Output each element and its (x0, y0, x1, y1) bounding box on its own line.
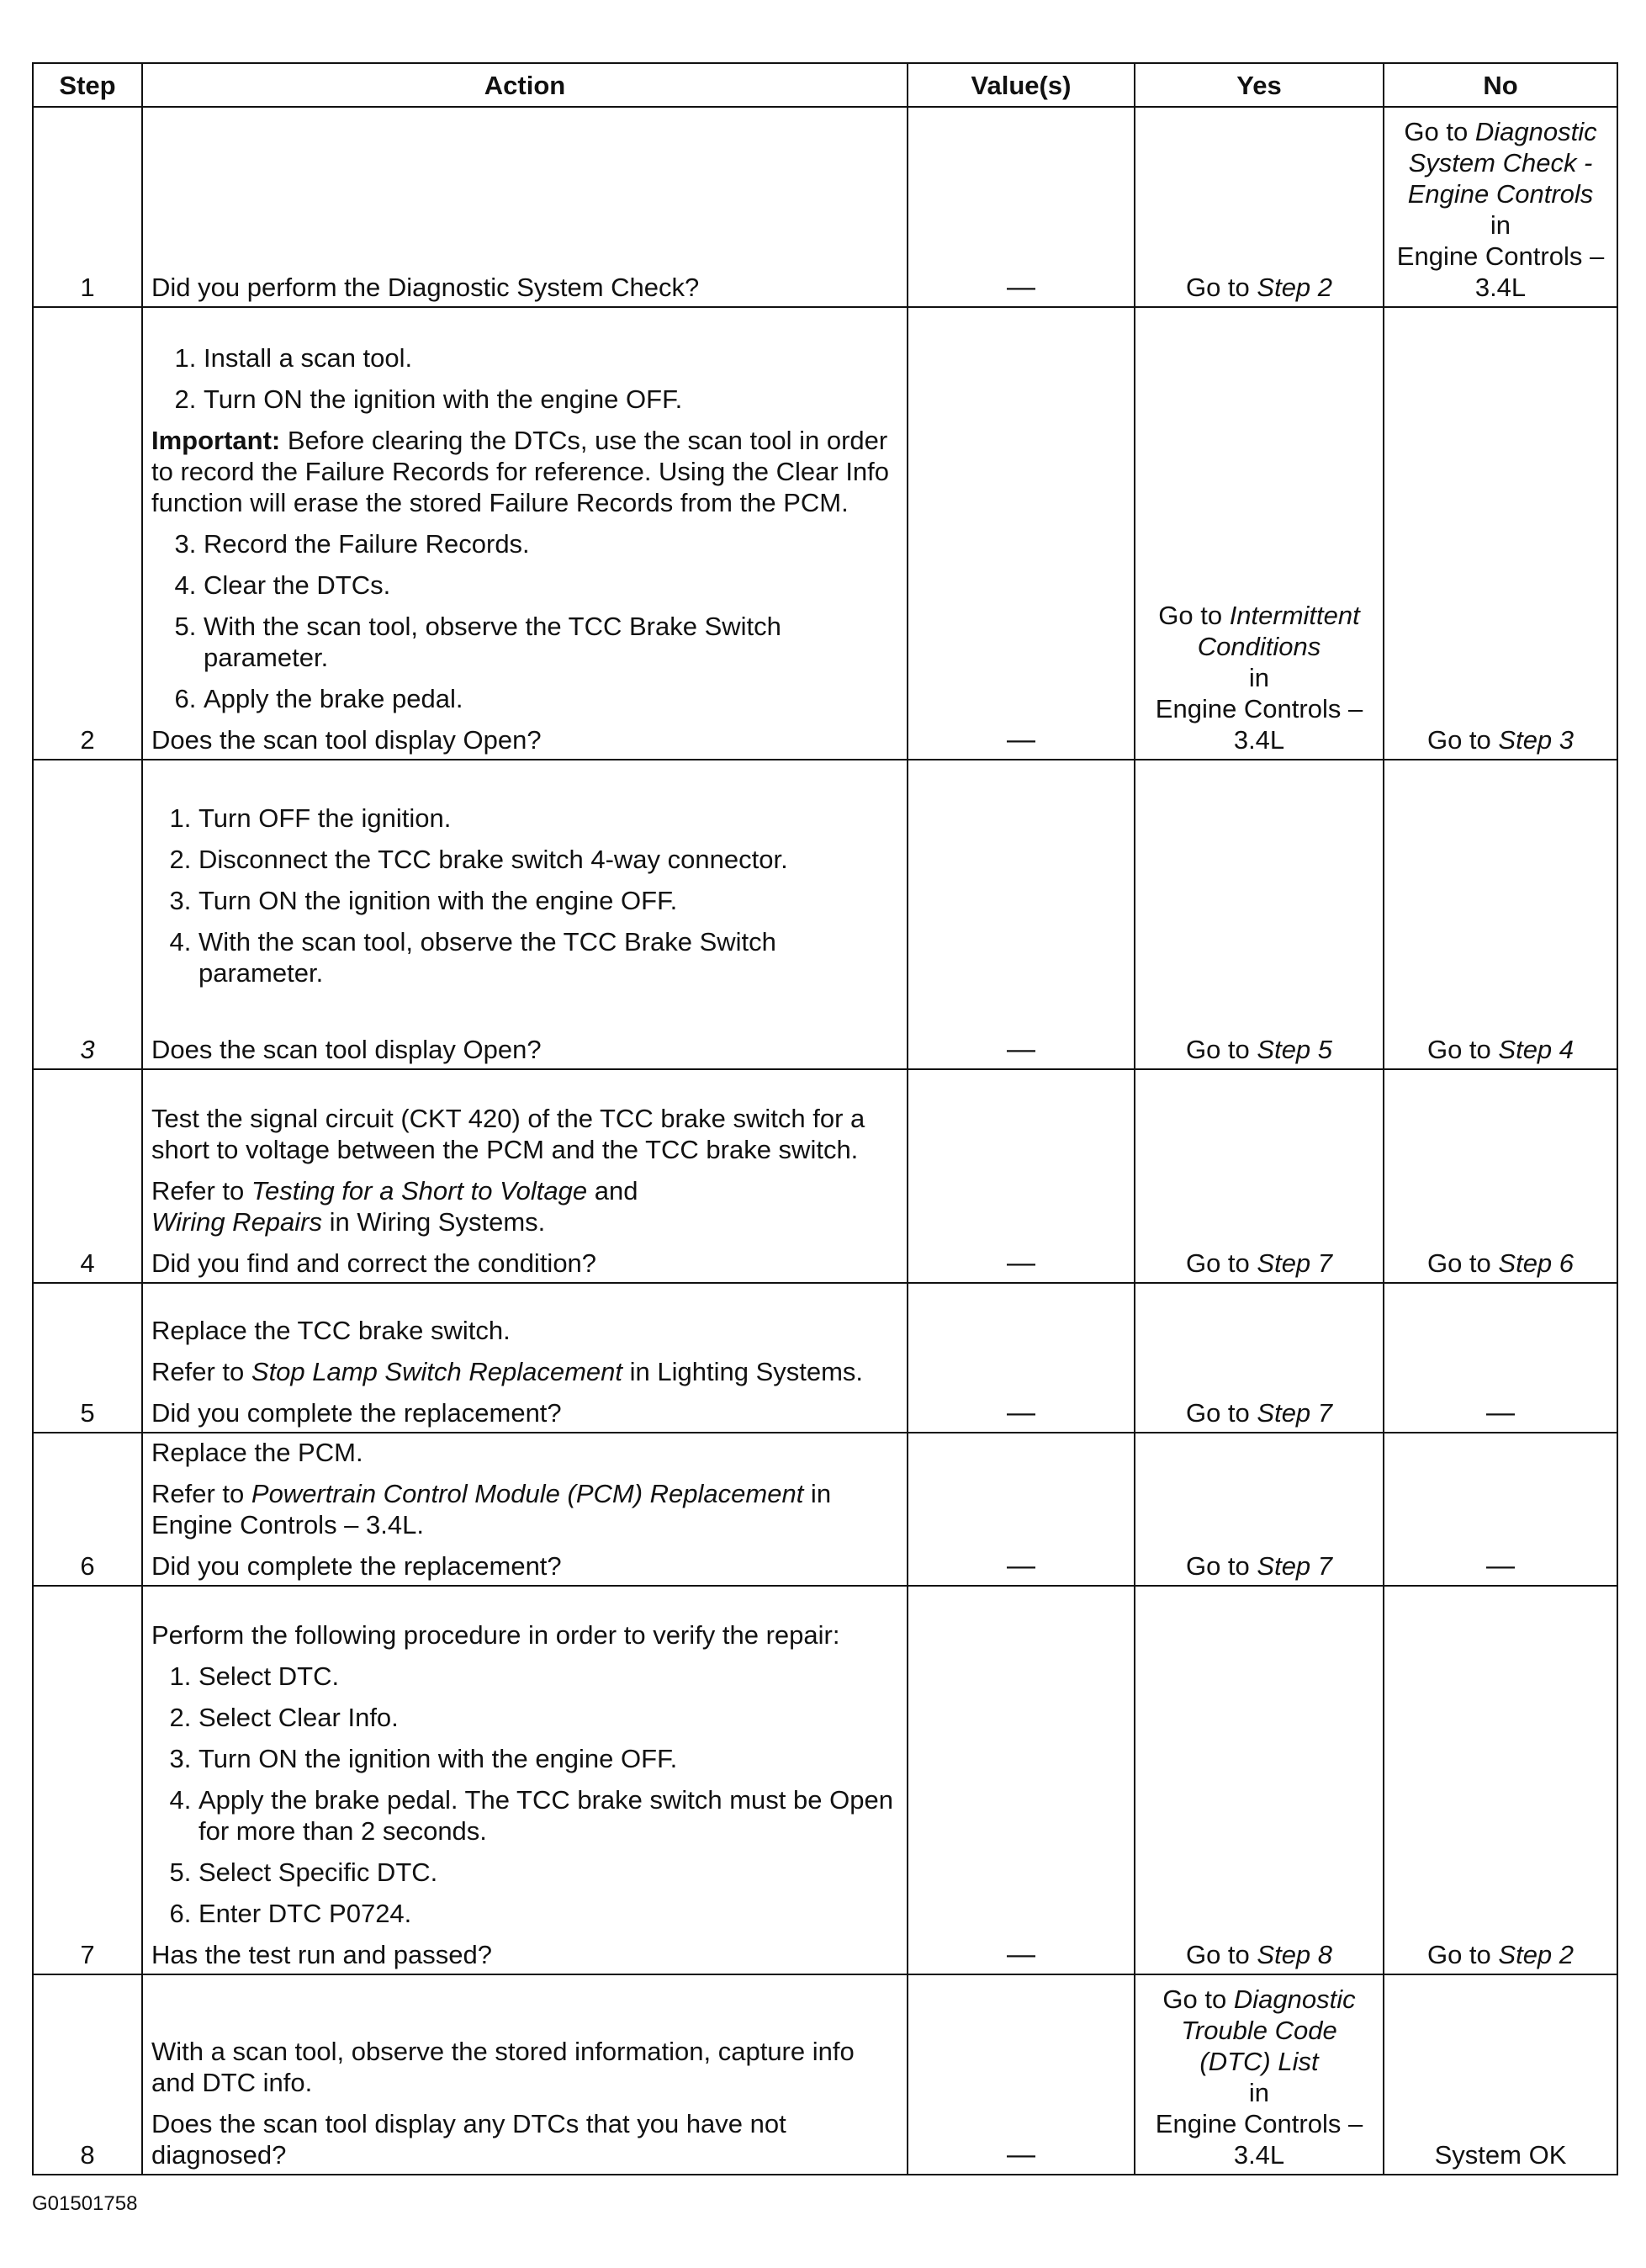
step-number: 6 (33, 1433, 142, 1586)
step-number: 3 (33, 760, 142, 1069)
table-row (33, 1069, 1617, 1283)
yes-cell: Go to Diagnostic Trouble Code (DTC) List in Engine Controls – 3.4L (1135, 1974, 1384, 2175)
value-cell: — (908, 107, 1135, 307)
action-reference: Refer to Powertrain Control Module (PCM) Replacement in Engine Controls – 3.4L. (151, 1479, 832, 1539)
yes-cell: Go to Step 7 (1135, 1283, 1384, 1433)
action-text: Test the signal circuit (CKT 420) of the TCC brake switch for a short to voltage between the PCM and the TCC brake switch. (151, 1104, 865, 1164)
no-cell: Go to Step 2 (1384, 1586, 1617, 1974)
procedure-list: 1. Turn OFF the ignition. 2. Disconnect the TCC brake switch 4-way connector. 3. Turn ON the ignition with the engine OFF. 4. With the scan tool, observe the TCC Brake Switch parameter. (151, 803, 898, 988)
step-number: 5 (33, 1283, 142, 1433)
action-question: Has the test run and passed? (151, 1940, 492, 1969)
action-text: Perform the following procedure in order to verify the repair: (151, 1620, 840, 1650)
action-text: Replace the PCM. (151, 1438, 363, 1467)
value-cell: — (908, 307, 1135, 760)
yes-cell: Go to Step 7 (1135, 1069, 1384, 1283)
value-cell: — (908, 1283, 1135, 1433)
header-yes: Yes (1135, 63, 1384, 107)
table-row (33, 307, 1617, 760)
action-cell (142, 1069, 908, 1283)
action-question: Did you complete the replacement? (151, 1398, 562, 1428)
table-row (33, 1433, 1617, 1586)
action-cell (142, 1974, 908, 2175)
value-cell: — (908, 1069, 1135, 1283)
yes-cell: Go to Step 5 (1135, 760, 1384, 1069)
step-number: 7 (33, 1586, 142, 1974)
important-note: Important: Before clearing the DTCs, use the scan tool in order to record the Failure Records for reference. Using the Clear Info function will erase the stored Failure Records from the PCM. (151, 426, 890, 517)
procedure-list: 1. Select DTC. 2. Select Clear Info. 3. Turn ON the ignition with the engine OFF. 4. Apply the brake pedal. The TCC brake switch must be Open for more than 2 seconds. 5. Select Specific DTC. 6. Enter DTC P0724. (151, 1661, 898, 1929)
header-action: Action (142, 63, 908, 107)
step-number: 8 (33, 1974, 142, 2175)
step-number: 4 (33, 1069, 142, 1283)
no-cell: System OK (1384, 1974, 1617, 2175)
action-cell (142, 1586, 908, 1974)
table-row (33, 760, 1617, 1069)
table-row (33, 1974, 1617, 2175)
action-cell (142, 307, 908, 760)
table-row (33, 1283, 1617, 1433)
table-row (33, 107, 1617, 307)
value-cell: — (908, 1586, 1135, 1974)
yes-cell: Go to Step 8 (1135, 1586, 1384, 1974)
action-cell (142, 1283, 908, 1433)
figure-id: G01501758 (32, 2192, 138, 2215)
action-question: Does the scan tool display any DTCs that you have not diagnosed? (151, 2109, 786, 2170)
action-text: With a scan tool, observe the stored information, capture info and DTC info. (151, 2037, 855, 2097)
action-question: Does the scan tool display Open? (151, 1035, 542, 1064)
action-cell (142, 1433, 908, 1586)
procedure-list: 1. Install a scan tool. 2. Turn ON the ignition with the engine OFF. (151, 342, 898, 415)
action-reference: Refer to Stop Lamp Switch Replacement in Lighting Systems. (151, 1357, 864, 1386)
no-cell: — (1384, 1433, 1617, 1586)
yes-cell: Go to Step 2 (1135, 107, 1384, 307)
action-question: Did you find and correct the condition? (151, 1248, 597, 1278)
value-cell: — (908, 1433, 1135, 1586)
no-cell: Go to Diagnostic System Check - Engine Controls in Engine Controls – 3.4L (1384, 107, 1617, 307)
action-question: Does the scan tool display Open? (151, 725, 542, 755)
table-header-row (33, 63, 1617, 107)
step-number: 2 (33, 307, 142, 760)
yes-cell: Go to Intermittent Conditions in Engine Controls – 3.4L (1135, 307, 1384, 760)
procedure-list: 3. Record the Failure Records. 4. Clear the DTCs. 5. With the scan tool, observe the TCC Brake Switch parameter. 6. Apply the brake pedal. (151, 528, 898, 714)
action-reference: Refer to Testing for a Short to Voltage and Wiring Repairs in Wiring Systems. (151, 1176, 638, 1237)
action-text: Replace the TCC brake switch. (151, 1316, 511, 1345)
action-cell (142, 760, 908, 1069)
no-cell: Go to Step 3 (1384, 307, 1617, 760)
yes-cell: Go to Step 7 (1135, 1433, 1384, 1586)
header-step: Step (33, 63, 142, 107)
table-row (33, 1586, 1617, 1974)
action-cell (142, 107, 908, 307)
diagnostic-table (32, 62, 1618, 2175)
no-cell: Go to Step 4 (1384, 760, 1617, 1069)
step-number: 1 (33, 107, 142, 307)
header-no: No (1384, 63, 1617, 107)
action-text: Did you perform the Diagnostic System Check? (151, 273, 700, 302)
no-cell: — (1384, 1283, 1617, 1433)
value-cell: — (908, 760, 1135, 1069)
value-cell: — (908, 1974, 1135, 2175)
header-values: Value(s) (908, 63, 1135, 107)
no-cell: Go to Step 6 (1384, 1069, 1617, 1283)
action-question: Did you complete the replacement? (151, 1551, 562, 1581)
